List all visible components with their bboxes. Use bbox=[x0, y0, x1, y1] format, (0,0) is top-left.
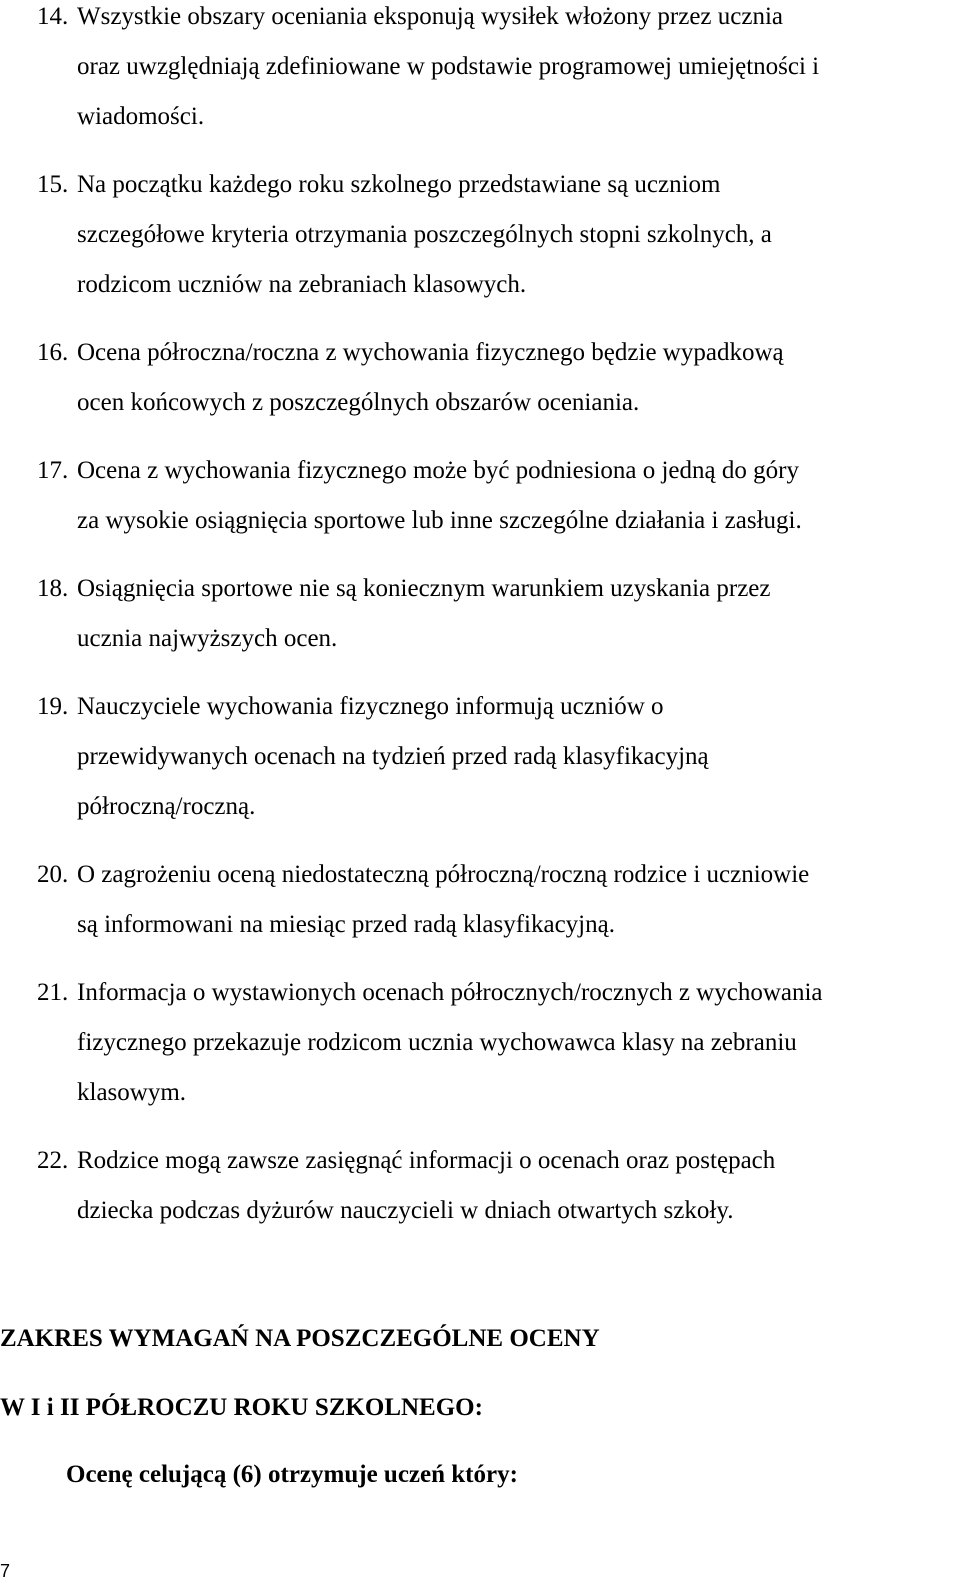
item-line: klasowym. bbox=[77, 1079, 187, 1106]
item-line: O zagrożeniu oceną niedostateczną półroczną/roczną rodzice i uczniowie bbox=[77, 861, 810, 888]
item-text bbox=[77, 446, 957, 546]
item-line: ocen końcowych z poszczególnych obszarów oceniania. bbox=[77, 389, 640, 416]
item-line: Rodzice mogą zawsze zasięgnąć informacji o ocenach oraz postępach bbox=[77, 1147, 776, 1174]
section-heading-line-1: ZAKRES WYMAGAŃ NA POSZCZEGÓLNE OCENY bbox=[0, 1325, 600, 1352]
item-number: 21. bbox=[37, 979, 69, 1006]
item-line: Ocena z wychowania fizycznego może być podniesiona o jedną do góry bbox=[77, 457, 799, 484]
item-number: 20. bbox=[37, 861, 69, 888]
item-line: przewidywanych ocenach na tydzień przed radą klasyfikacyjną bbox=[77, 743, 709, 770]
item-number: 19. bbox=[37, 693, 69, 720]
item-line: za wysokie osiągnięcia sportowe lub inne szczególne działania i zasługi. bbox=[77, 507, 802, 534]
item-text bbox=[77, 1136, 957, 1236]
item-text bbox=[77, 682, 957, 832]
item-line: szczegółowe kryteria otrzymania poszczególnych stopni szkolnych, a bbox=[77, 221, 772, 248]
item-text bbox=[77, 564, 957, 664]
item-text bbox=[77, 328, 957, 428]
item-line: Informacja o wystawionych ocenach półrocznych/rocznych z wychowania bbox=[77, 979, 823, 1006]
item-line: Nauczyciele wychowania fizycznego informują uczniów o bbox=[77, 693, 664, 720]
item-text bbox=[77, 850, 957, 950]
item-number: 22. bbox=[37, 1147, 69, 1174]
item-number: 17. bbox=[37, 457, 69, 484]
item-text bbox=[77, 968, 957, 1118]
page-number: 7 bbox=[0, 1561, 11, 1581]
grade-subheading: Ocenę celującą (6) otrzymuje uczeń który: bbox=[66, 1461, 518, 1488]
item-line: dziecka podczas dyżurów nauczycieli w dniach otwartych szkoły. bbox=[77, 1197, 734, 1224]
item-line: ucznia najwyższych ocen. bbox=[77, 625, 338, 652]
item-line: Osiągnięcia sportowe nie są koniecznym warunkiem uzyskania przez bbox=[77, 575, 771, 602]
item-line: rodzicom uczniów na zebraniach klasowych. bbox=[77, 271, 527, 298]
item-text bbox=[77, 0, 957, 142]
item-text bbox=[77, 160, 957, 310]
item-line: półroczną/roczną. bbox=[77, 793, 256, 820]
item-number: 18. bbox=[37, 575, 69, 602]
item-line: Ocena półroczna/roczna z wychowania fizycznego będzie wypadkową bbox=[77, 339, 784, 366]
item-line: fizycznego przekazuje rodzicom ucznia wychowawca klasy na zebraniu bbox=[77, 1029, 797, 1056]
item-number: 15. bbox=[37, 171, 69, 198]
item-line: Wszystkie obszary oceniania eksponują wysiłek włożony przez ucznia bbox=[77, 3, 783, 30]
section-heading-line-2: W I i II PÓŁROCZU ROKU SZKOLNEGO: bbox=[0, 1394, 483, 1421]
item-number: 16. bbox=[37, 339, 69, 366]
item-line: są informowani na miesiąc przed radą klasyfikacyjną. bbox=[77, 911, 615, 938]
item-number: 14. bbox=[37, 3, 69, 30]
item-line: oraz uwzględniają zdefiniowane w podstawie programowej umiejętności i bbox=[77, 53, 820, 80]
item-line: Na początku każdego roku szkolnego przedstawiane są uczniom bbox=[77, 171, 721, 198]
item-line: wiadomości. bbox=[77, 103, 205, 130]
